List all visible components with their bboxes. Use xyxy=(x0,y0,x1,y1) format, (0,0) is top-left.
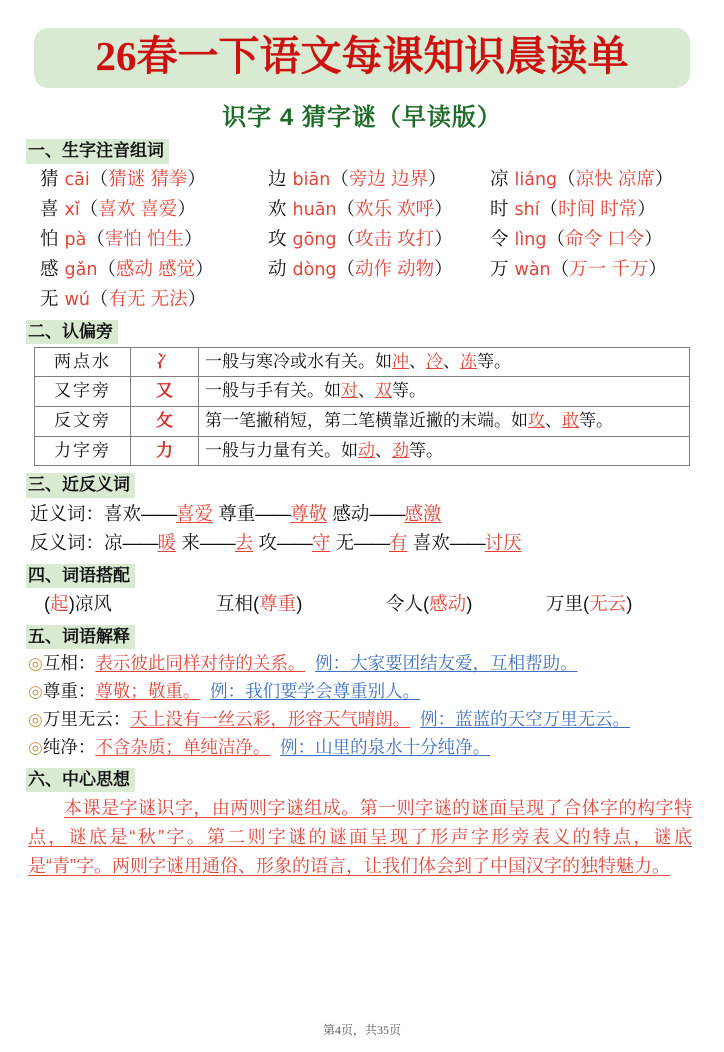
paren-close: ） xyxy=(187,287,207,309)
radical-name: 两点水 xyxy=(35,347,131,377)
collocation-item xyxy=(546,590,696,618)
synonym-left: 尊重 xyxy=(218,502,256,524)
definition-entry xyxy=(28,678,698,705)
character-glyph: 喜 xyxy=(40,197,59,219)
worksheet-page xyxy=(0,28,724,1052)
radical-description xyxy=(199,347,690,377)
example-separator: 、 xyxy=(545,411,562,431)
character-words: 旁边 边界 xyxy=(348,167,428,189)
synonym-right: 尊敬 xyxy=(290,502,328,524)
definition-meaning: 不含杂质；单纯洁净。 xyxy=(95,737,271,758)
character-pinyin: gōng xyxy=(292,229,337,250)
radical-glyph: 又 xyxy=(131,377,199,407)
radical-description xyxy=(199,407,690,437)
page-title: 26春一下语文每课知识晨读单 xyxy=(95,33,629,79)
pair-dash: —— xyxy=(199,531,235,553)
character-words: 万一 千万 xyxy=(569,257,649,279)
antonyms-line xyxy=(30,528,698,557)
collocation-item xyxy=(26,590,216,618)
character-words: 攻击 攻打 xyxy=(355,227,435,249)
character-pinyin: pà xyxy=(64,229,87,250)
radical-example: 冲 xyxy=(392,351,409,371)
paren-close: ） xyxy=(644,227,663,249)
character-pinyin: shí xyxy=(514,199,540,220)
table-row xyxy=(35,377,690,407)
desc-prefix: 第一笔撇稍短，第二笔横靠近撇的末端。如 xyxy=(205,411,528,431)
character-pinyin: gǎn xyxy=(64,259,98,280)
paren-open: （ xyxy=(557,167,576,189)
new-characters-grid xyxy=(40,166,698,313)
table-row xyxy=(35,436,690,466)
character-entry xyxy=(40,256,268,283)
central-idea-paragraph: 本课是字谜识字，由两则字谜组成。第一则字谜的谜面呈现了合体字的构字特点，谜底是“秋”字。第二则字谜的谜面呈现了形声字形旁表义的特点，谜底是“青”字。两则字谜用通俗、形象的语言，让我们体会到了中国汉字的独特魅力。 xyxy=(28,798,692,877)
paren-close: ） xyxy=(195,257,214,279)
character-entry xyxy=(490,196,698,223)
character-entry xyxy=(268,226,490,253)
synonym-left: 喜欢 xyxy=(104,502,142,524)
synonym-left: 感动 xyxy=(332,502,370,524)
paren-close: ） xyxy=(654,167,674,189)
desc-prefix: 一般与手有关。如 xyxy=(205,381,341,401)
character-words: 感动 感觉 xyxy=(115,257,196,279)
definition-term: 互相： xyxy=(42,653,96,674)
radical-example: 冷 xyxy=(426,351,443,371)
synonyms-line xyxy=(30,499,698,528)
antonym-right: 讨厌 xyxy=(484,531,522,553)
section-4-heading: 四、词语搭配 xyxy=(26,564,135,588)
radical-example: 劲 xyxy=(392,440,409,460)
pair-dash: —— xyxy=(276,531,312,553)
collocation-prefix: 互相( xyxy=(216,592,260,614)
collocation-answer: 尊重 xyxy=(259,592,297,614)
radical-glyph: 攵 xyxy=(131,407,199,437)
section-3-wrap xyxy=(26,473,698,497)
desc-prefix: 一般与力量有关。如 xyxy=(205,440,358,460)
synonym-right: 感激 xyxy=(404,502,442,524)
collocation-suffix: )凉风 xyxy=(68,592,112,614)
example-separator: 、 xyxy=(443,351,460,371)
page-subtitle: 识字 4 猜字谜（早读版） xyxy=(222,104,502,132)
desc-prefix: 一般与寒冷或水有关。如 xyxy=(205,351,392,371)
character-entry xyxy=(40,166,268,193)
definition-gap xyxy=(305,653,315,673)
character-glyph: 时 xyxy=(490,197,509,219)
pair-dash: —— xyxy=(354,531,390,553)
collocation-suffix: ) xyxy=(626,592,633,614)
definition-example: 例：大家要团结友爱，互相帮助。 xyxy=(315,653,578,674)
character-pinyin: liáng xyxy=(514,169,558,190)
paren-open: （ xyxy=(550,257,570,279)
desc-suffix: 等。 xyxy=(392,381,426,401)
character-glyph: 猜 xyxy=(40,167,59,189)
paren-close: ） xyxy=(648,257,667,279)
character-glyph: 怕 xyxy=(40,227,59,249)
desc-suffix: 等。 xyxy=(409,440,443,460)
bullet-icon: ◎ xyxy=(28,682,43,702)
character-words: 动作 动物 xyxy=(355,257,435,279)
definition-example: 例：我们要学会尊重别人。 xyxy=(210,681,421,702)
character-glyph: 万 xyxy=(490,257,509,279)
character-glyph: 欢 xyxy=(268,197,287,219)
radical-name: 力字旁 xyxy=(35,436,131,466)
paren-close: ） xyxy=(434,257,453,279)
character-entry xyxy=(40,226,268,253)
character-words: 命令 口令 xyxy=(564,227,645,249)
desc-suffix: 等。 xyxy=(477,351,511,371)
page-footer: 第4页，共35页 xyxy=(322,1023,401,1037)
character-words: 有无 无法 xyxy=(108,287,188,309)
pair-dash: —— xyxy=(255,502,291,524)
definition-meaning: 天上没有一丝云彩，形容天气晴朗。 xyxy=(130,709,411,730)
character-glyph: 无 xyxy=(40,287,59,309)
antonym-left: 攻 xyxy=(258,531,277,553)
character-entry xyxy=(490,256,698,283)
collocation-item xyxy=(216,590,386,618)
character-glyph: 攻 xyxy=(268,227,287,249)
title-banner xyxy=(34,28,690,88)
bullet-icon: ◎ xyxy=(28,710,43,730)
character-entry xyxy=(268,196,490,223)
paren-open: （ xyxy=(336,257,356,279)
paren-open: （ xyxy=(336,227,356,249)
example-separator: 、 xyxy=(409,351,426,371)
antonym-right: 有 xyxy=(389,531,408,553)
paren-close: ） xyxy=(637,197,656,219)
collocation-prefix: ( xyxy=(44,592,51,614)
paren-close: ） xyxy=(434,197,453,219)
paren-open: （ xyxy=(79,197,99,219)
definition-entry xyxy=(28,650,698,677)
character-words: 欢乐 欢呼 xyxy=(355,197,435,219)
section-5-wrap xyxy=(26,625,698,649)
character-words: 害怕 怕生 xyxy=(104,227,185,249)
antonym-left: 无 xyxy=(335,531,355,553)
section-3-heading: 三、近反义词 xyxy=(26,473,135,497)
collocation-suffix: ) xyxy=(466,592,473,614)
pair-dash: —— xyxy=(369,502,405,524)
section-4-wrap xyxy=(26,564,698,588)
bullet-icon: ◎ xyxy=(28,654,43,674)
antonym-left: 来 xyxy=(181,531,200,553)
character-pinyin: lìng xyxy=(514,229,547,250)
character-pinyin: huān xyxy=(292,199,337,220)
character-entry xyxy=(490,226,698,253)
character-entry xyxy=(40,286,268,313)
character-entry xyxy=(490,166,698,193)
character-pinyin: biān xyxy=(292,169,331,190)
paren-open: （ xyxy=(539,197,559,219)
section-2-heading: 二、认偏旁 xyxy=(26,320,118,344)
paren-close: ） xyxy=(434,227,453,249)
character-glyph: 边 xyxy=(268,167,287,189)
character-pinyin: wàn xyxy=(514,259,551,280)
definition-term: 尊重： xyxy=(42,681,96,702)
paren-open: （ xyxy=(336,197,356,219)
radical-example: 双 xyxy=(375,381,392,401)
section-2-wrap xyxy=(26,320,698,344)
collocation-item xyxy=(386,590,546,618)
definitions-list xyxy=(26,650,698,761)
radical-glyph: 冫 xyxy=(131,347,199,377)
character-glyph: 凉 xyxy=(490,167,509,189)
desc-suffix: 等。 xyxy=(579,411,613,431)
character-words: 喜欢 喜爱 xyxy=(98,197,178,219)
character-pinyin: xǐ xyxy=(64,199,80,220)
pair-dash: —— xyxy=(449,531,485,553)
radical-name: 又字旁 xyxy=(35,377,131,407)
synonym-right: 喜爱 xyxy=(176,502,214,524)
radical-example: 攻 xyxy=(528,411,545,431)
character-pinyin: wú xyxy=(64,289,90,310)
definition-entry xyxy=(28,706,698,733)
pair-dash: —— xyxy=(122,531,158,553)
collocation-prefix: 令人( xyxy=(386,592,430,614)
collocation-answer: 感动 xyxy=(429,592,467,614)
example-separator: 、 xyxy=(358,381,375,401)
table-row xyxy=(35,347,690,377)
radical-example: 敢 xyxy=(562,411,579,431)
character-pinyin: dòng xyxy=(292,259,337,280)
antonym-left: 喜欢 xyxy=(412,531,450,553)
bullet-icon: ◎ xyxy=(28,738,43,758)
synonym-label: 近义词： xyxy=(30,502,105,524)
antonym-label: 反义词： xyxy=(30,531,105,553)
paren-open: （ xyxy=(86,227,105,249)
section-1-heading: 一、生字注音组词 xyxy=(26,139,169,163)
example-separator: 、 xyxy=(375,440,392,460)
character-words: 凉快 凉席 xyxy=(575,167,655,189)
radical-example: 对 xyxy=(341,381,358,401)
collocation-answer: 起 xyxy=(50,592,69,614)
paren-open: （ xyxy=(330,167,349,189)
character-entry xyxy=(268,166,490,193)
paren-open: （ xyxy=(89,287,109,309)
definition-meaning: 表示彼此同样对待的关系。 xyxy=(95,653,306,674)
antonym-right: 暖 xyxy=(157,531,177,553)
character-glyph: 令 xyxy=(490,227,509,249)
character-entry xyxy=(268,256,490,283)
radical-name: 反文旁 xyxy=(35,407,131,437)
antonym-right: 去 xyxy=(234,531,254,553)
paren-open: （ xyxy=(89,167,109,189)
radical-example: 冻 xyxy=(460,351,477,371)
definition-term: 纯净： xyxy=(42,737,96,758)
radicals-table xyxy=(34,347,690,467)
character-glyph: 感 xyxy=(40,257,59,279)
paren-open: （ xyxy=(546,227,565,249)
collocation-answer: 无云 xyxy=(589,592,627,614)
paren-close: ） xyxy=(187,167,206,189)
collocation-prefix: 万里( xyxy=(546,592,590,614)
definition-term: 万里无云： xyxy=(42,709,131,730)
table-row xyxy=(35,407,690,437)
definition-gap xyxy=(200,681,210,701)
section-6-wrap xyxy=(26,768,698,792)
section-5-heading: 五、词语解释 xyxy=(26,625,135,649)
character-words: 时间 时常 xyxy=(558,197,638,219)
paren-close: ） xyxy=(177,197,196,219)
section-6-heading: 六、中心思想 xyxy=(26,768,135,792)
definition-example: 例：蓝蓝的天空万里无云。 xyxy=(420,709,631,730)
paren-open: （ xyxy=(97,257,116,279)
definition-meaning: 尊敬；敬重。 xyxy=(95,681,201,702)
character-glyph: 动 xyxy=(268,257,287,279)
character-entry xyxy=(40,196,268,223)
collocations-row xyxy=(26,590,698,618)
definition-entry xyxy=(28,734,698,761)
collocation-suffix: ) xyxy=(296,592,303,614)
antonym-right: 守 xyxy=(311,531,331,553)
paren-close: ） xyxy=(427,167,447,189)
character-pinyin: cāi xyxy=(64,169,90,190)
definition-gap xyxy=(270,737,280,757)
antonym-left: 凉 xyxy=(104,531,123,553)
radical-glyph: 力 xyxy=(131,436,199,466)
section-1-wrap xyxy=(26,139,698,163)
radical-description xyxy=(199,377,690,407)
pair-dash: —— xyxy=(141,502,177,524)
definition-example: 例：山里的泉水十分纯净。 xyxy=(280,737,491,758)
paren-close: ） xyxy=(184,227,203,249)
character-words: 猜谜 猜拳 xyxy=(108,167,188,189)
radical-example: 动 xyxy=(358,440,375,460)
radical-description xyxy=(199,436,690,466)
definition-gap xyxy=(410,709,420,729)
